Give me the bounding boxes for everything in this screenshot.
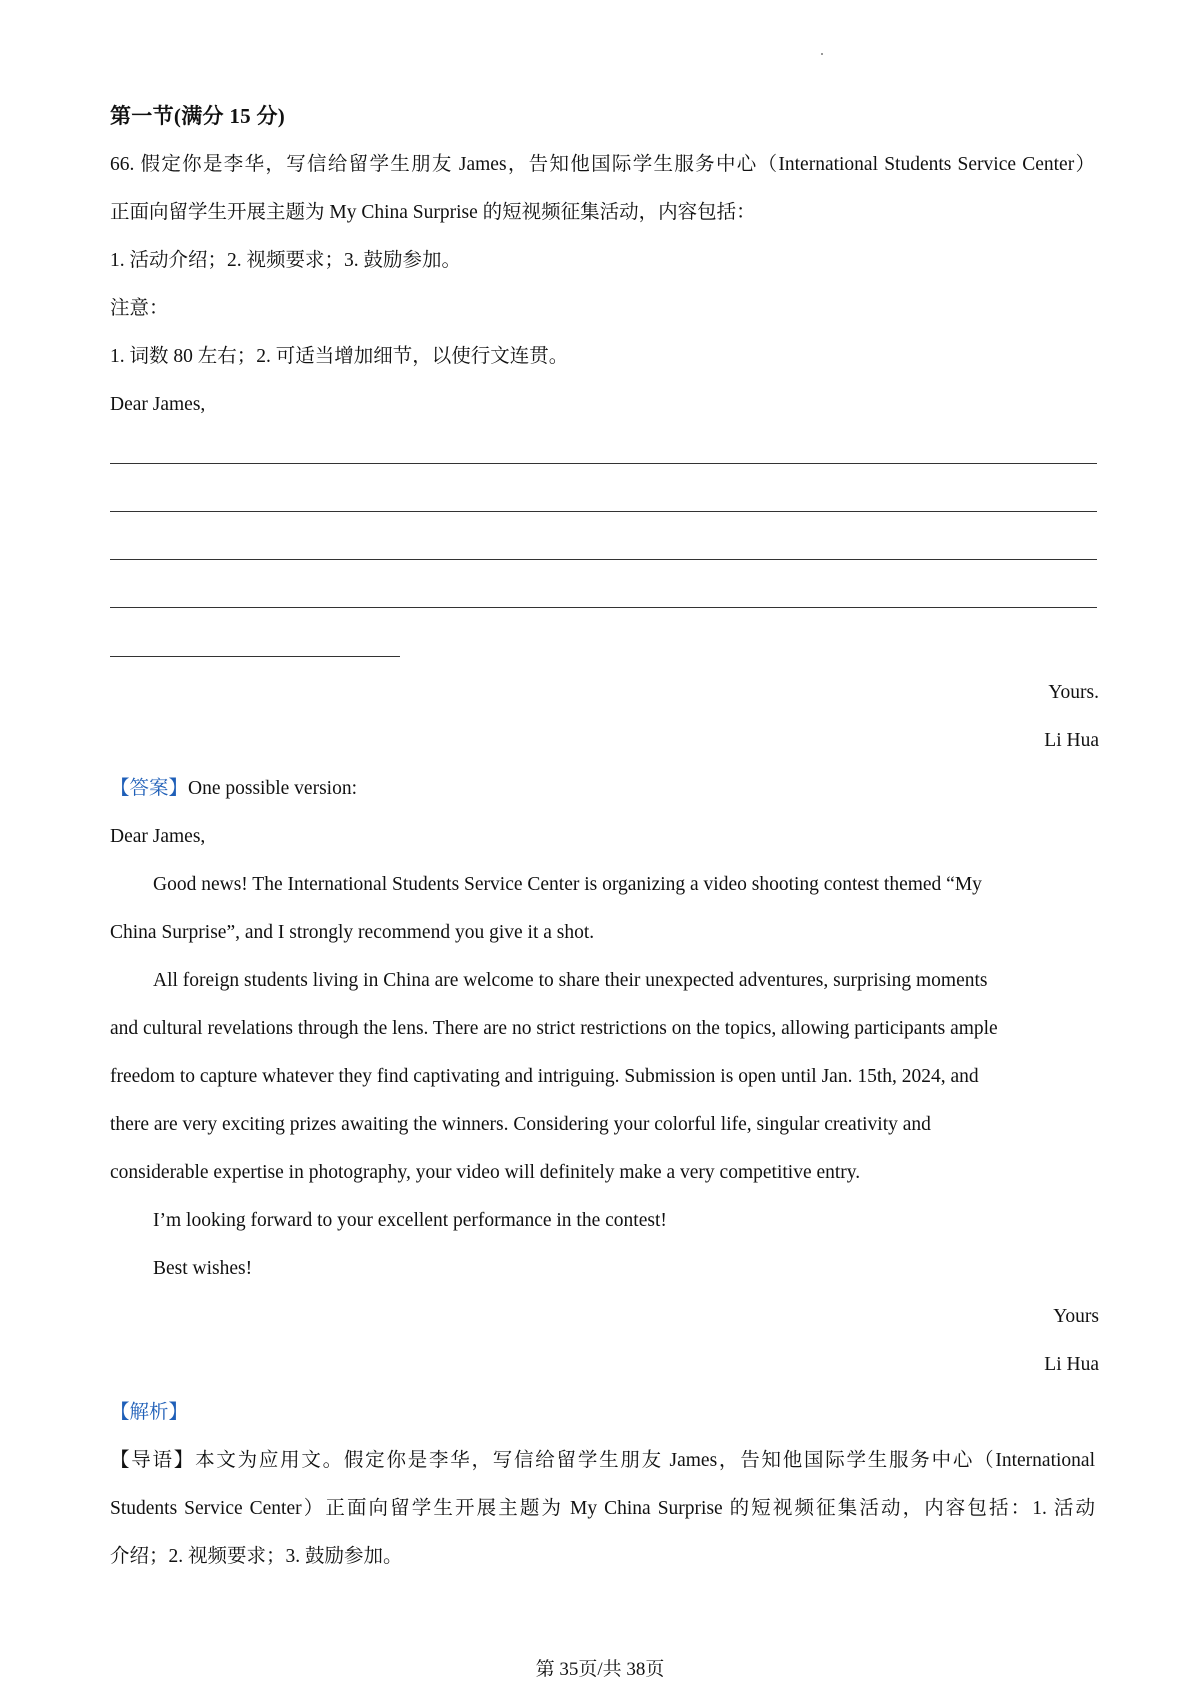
answer-greeting: Dear James, xyxy=(110,826,206,847)
question-closing: Yours. xyxy=(1048,682,1099,703)
page-footer: 第 35页/共 38页 xyxy=(535,1659,665,1680)
writing-line-short xyxy=(110,656,400,657)
writing-line xyxy=(110,607,1097,608)
analysis-label: 【解析】 xyxy=(110,1402,189,1423)
writing-line xyxy=(110,559,1097,560)
note-content: 1. 词数 80 左右；2. 可适当增加细节，以使行文连贯。 xyxy=(110,346,569,367)
question-requirements: 1. 活动介绍；2. 视频要求；3. 鼓励参加。 xyxy=(110,250,462,271)
section-title: 第一节(满分 15 分) xyxy=(110,104,286,128)
analysis-line-3: 介绍；2. 视频要求；3. 鼓励参加。 xyxy=(110,1546,403,1567)
analysis-text-1: 本文为应用文。假定你是李华，写信给留学生朋友 James，告知他国际学生服务中心（International xyxy=(195,1450,1095,1471)
answer-signature: Li Hua xyxy=(1044,1354,1099,1375)
guide-label: 【导语】 xyxy=(110,1450,196,1471)
analysis-line-1 xyxy=(110,1448,1095,1474)
writing-line xyxy=(110,511,1097,512)
analysis-line-2: Students Service Center）正面向留学生开展主题为 My China Surprise 的短视频征集活动，内容包括：1. 活动 xyxy=(110,1498,1095,1519)
scan-dot xyxy=(821,53,823,55)
note-label: 注意： xyxy=(110,298,169,319)
answer-label: 【答案】 xyxy=(110,778,189,799)
answer-line: All foreign students living in China are welcome to share their unexpected adventures, surprising moments xyxy=(153,970,988,991)
answer-line: there are very exciting prizes awaiting the winners. Considering your colorful life, singular creativity and xyxy=(110,1114,931,1135)
question-line-2: 正面向留学生开展主题为 My China Surprise 的短视频征集活动，内容包括： xyxy=(110,202,756,223)
question-greeting: Dear James, xyxy=(110,394,206,415)
answer-line: considerable expertise in photography, your video will definitely make a very competitive entry. xyxy=(110,1162,861,1183)
answer-closing: Yours xyxy=(1053,1306,1099,1327)
answer-line: Best wishes! xyxy=(153,1258,253,1279)
answer-heading xyxy=(110,776,1095,802)
writing-line xyxy=(110,463,1097,464)
answer-intro: One possible version: xyxy=(188,778,357,799)
question-line-1: 66. 假定你是李华，写信给留学生朋友 James，告知他国际学生服务中心（International Students Service Center） xyxy=(110,154,1095,175)
answer-line: China Surprise”, and I strongly recommend you give it a shot. xyxy=(110,922,595,943)
answer-line: I’m looking forward to your excellent performance in the contest! xyxy=(153,1210,667,1231)
answer-line: Good news! The International Students Service Center is organizing a video shooting contest themed “My xyxy=(153,874,982,895)
answer-line: freedom to capture whatever they find captivating and intriguing. Submission is open until Jan. 15th, 2024, and xyxy=(110,1066,979,1087)
question-signature: Li Hua xyxy=(1044,730,1099,751)
answer-line: and cultural revelations through the lens. There are no strict restrictions on the topics, allowing participants ample xyxy=(110,1018,998,1039)
